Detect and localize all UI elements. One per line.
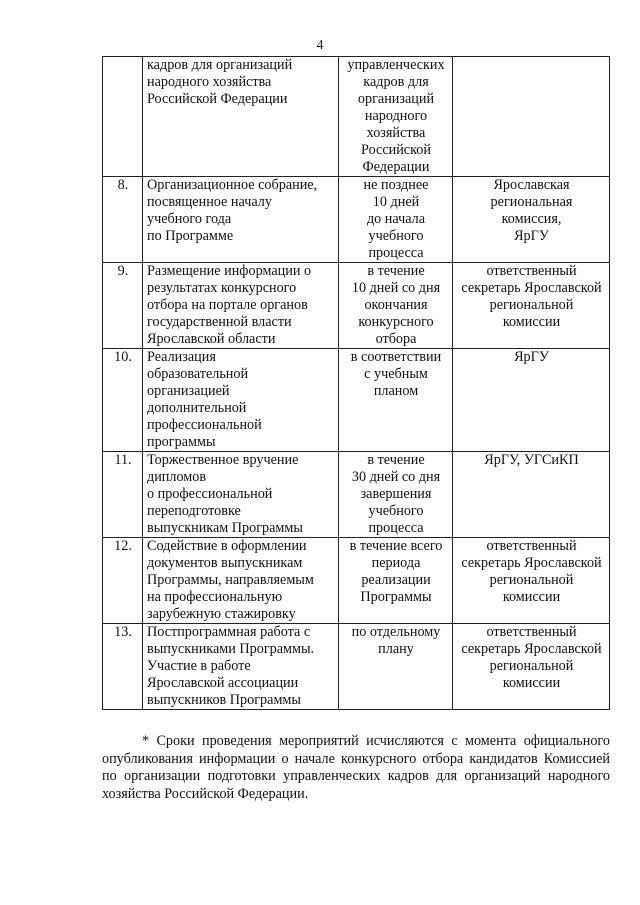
event-responsible: ответственный секретарь Ярославской региональной комиссии: [453, 263, 610, 349]
event-responsible: Ярославская региональная комиссия, ЯрГУ: [453, 177, 610, 263]
row-number: 11.: [103, 452, 143, 538]
event-term: в течение 30 дней со дня завершения учебного процесса: [339, 452, 453, 538]
event-term: по отдельному плану: [339, 624, 453, 710]
table-row: [103, 538, 610, 624]
event-responsible: ЯрГУ: [453, 349, 610, 452]
table-row: [103, 349, 610, 452]
event-name: кадров для организаций народного хозяйства Российской Федерации: [143, 57, 339, 177]
event-term: в соответствии с учебным планом: [339, 349, 453, 452]
row-number: [103, 57, 143, 177]
footnote: [102, 733, 610, 803]
row-number: 10.: [103, 349, 143, 452]
events-table: [102, 56, 610, 710]
event-name: Постпрограммная работа с выпускниками Программы. Участие в работе Ярославской ассоциации выпускников Программы: [143, 624, 339, 710]
table-row: [103, 57, 610, 177]
event-name: Реализация образовательной организацией дополнительной профессиональной программы: [143, 349, 339, 452]
event-responsible: ответственный секретарь Ярославской региональной комиссии: [453, 624, 610, 710]
event-responsible: ответственный секретарь Ярославской региональной комиссии: [453, 538, 610, 624]
footnote-text: * Сроки проведения мероприятий исчисляются с момента официального опубликования информации о начале конкурсного отбора кандидатов Комиссией по организации подготовки управленческих кадров для организаций народного хозяйства Российской Федерации.: [102, 733, 610, 802]
event-responsible: ЯрГУ, УГСиКП: [453, 452, 610, 538]
event-responsible: [453, 57, 610, 177]
event-term: не позднее 10 дней до начала учебного процесса: [339, 177, 453, 263]
event-term: управленческих кадров для организаций народного хозяйства Российской Федерации: [339, 57, 453, 177]
table-row: [103, 263, 610, 349]
table-row: [103, 624, 610, 710]
page-number: 4: [316, 38, 324, 53]
row-number: 13.: [103, 624, 143, 710]
row-number: 9.: [103, 263, 143, 349]
row-number: 8.: [103, 177, 143, 263]
table-row: [103, 177, 610, 263]
event-name: Содействие в оформлении документов выпускникам Программы, направляемым на профессиональную зарубежную стажировку: [143, 538, 339, 624]
event-name: Организационное собрание, посвященное началу учебного года по Программе: [143, 177, 339, 263]
event-term: в течение всего периода реализации Программы: [339, 538, 453, 624]
event-name: Размещение информации о результатах конкурсного отбора на портале органов государственной власти Ярославской области: [143, 263, 339, 349]
row-number: 12.: [103, 538, 143, 624]
table-row: [103, 452, 610, 538]
event-name: Торжественное вручение дипломов о профессиональной переподготовке выпускникам Программы: [143, 452, 339, 538]
event-term: в течение 10 дней со дня окончания конкурсного отбора: [339, 263, 453, 349]
